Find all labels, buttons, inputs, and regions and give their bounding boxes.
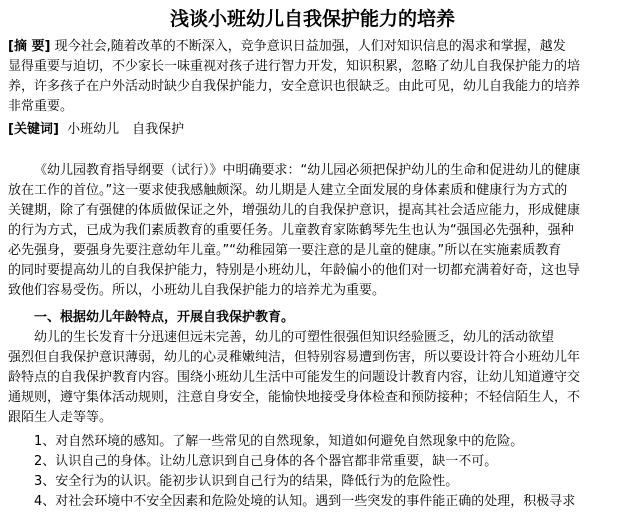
section1-line: 通规则，遵守集体活动规则，注意自身安全，能愉快地接受身体检查和预防接种；不轻信陌生人，不 [8,390,581,405]
section1-line: 跟陌生人走等等。 [8,410,113,425]
intro-line: 必先强身，要强身先要注意幼年儿童。”“幼稚园第一要注意的是儿童的健康。”所以在实施素质教育 [8,243,562,258]
list-item: 1、对自然环境的感知。了解一些常见的自然现象，知道如何避免自然现象中的危险。 [34,434,524,449]
abstract-block [8,37,618,117]
section1 [8,308,618,428]
numbered-list [8,432,618,512]
document-title: 浅谈小班幼儿自我保护能力的培养 [169,8,455,30]
keywords-block [8,120,618,140]
section1-line: 幼儿的生长发育十分迅速但远未完善，幼儿的可塑性很强但知识经验匮乏，幼儿的活动欲望 [34,330,555,345]
intro-line: 的行为方式，已成为我们素质教育的重要任务。儿童教育家陈鹤琴先生也认为“强国必先强种，强种 [8,223,574,238]
intro-line: 放在工作的首位。”这一要求使我感触颇深。幼儿期是人建立全面发展的身体素质和健康行为方式的 [8,183,568,198]
section1-line: 强烈但自我保护意识薄弱，幼儿的心灵稚嫩纯洁，但特别容易遭到伤害，所以要设计符合小班幼儿年 [8,350,581,365]
list-item: 3、安全行为的认识。能初步认识到自己行为的结果，降低行为的危险性。 [34,474,459,489]
intro-paragraph [8,161,618,301]
section1-heading: 一、根据幼儿年龄特点，开展自我保护教育。 [34,310,295,325]
abstract-label: [摘 要] [8,39,51,54]
list-item: 2、认识自己的身体。让幼儿意识到自己身体的各个器官都非常重要，缺一不可。 [34,454,498,469]
abstract-line: 养，许多孩子在户外活动时缺少自我保护能力，安全意识也很缺乏。由此可见，幼儿自我能力的培养 [8,79,581,94]
keywords-label: [关键词] [8,122,59,137]
intro-line: 致他们容易受伤。所以，小班幼儿自我保护能力的培养尤为重要。 [8,283,386,298]
intro-line: 的同时要提高幼儿的自我保护能力，特别是小班幼儿，年龄偏小的他们对一切都充满着好奇，这也导 [8,263,581,278]
intro-line: 关键期，除了有强健的体质做保证之外，增强幼儿的自我保护意识，提高其社会适应能力，形成健康 [8,203,581,218]
keywords-text: 小班幼儿 自我保护 [67,122,185,137]
abstract-line: 现今社会,随着改革的不断深入，竞争意识日益加强，人们对知识信息的渴求和掌握，越发 [54,39,566,54]
intro-line: 《幼儿园教育指导纲要（试行）》中明确要求：“幼儿园必须把保护幼儿的生命和促进幼儿的健康 [34,163,581,178]
abstract-line: 显得重要与迫切，不少家长一味重视对孩子进行智力开发，知识积累，忽略了幼儿自我保护能力的培 [8,59,581,74]
list-item: 4、对社会环境中不安全因素和危险处境的认知。遇到一些突发的事件能正确的处理，积极寻求 [34,494,576,509]
section1-line: 龄特点的自我保护教育内容。围绕小班幼儿生活中可能发生的问题设计教育内容，让幼儿知道遵守交 [8,370,581,385]
abstract-line: 非常重要。 [8,99,74,114]
